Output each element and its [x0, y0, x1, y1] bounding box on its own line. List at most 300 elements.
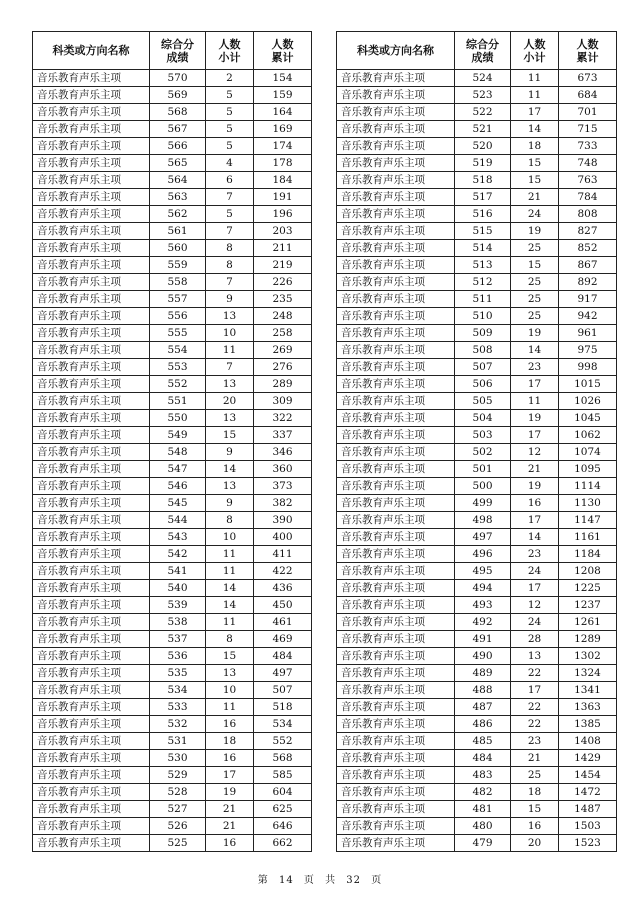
cell-category: 音乐教育声乐主项 — [33, 121, 150, 138]
table-row — [33, 461, 312, 478]
cell-score: 496 — [455, 546, 511, 563]
cell-cumulative: 646 — [254, 818, 312, 835]
cell-score: 504 — [455, 410, 511, 427]
table-row — [337, 138, 617, 155]
cell-category: 音乐教育声乐主项 — [337, 801, 455, 818]
table-row — [337, 189, 617, 206]
cell-cumulative: 684 — [559, 87, 617, 104]
cell-cumulative: 1225 — [559, 580, 617, 597]
cell-category: 音乐教育声乐主项 — [337, 410, 455, 427]
cell-score: 563 — [150, 189, 206, 206]
cell-count: 17 — [206, 767, 254, 784]
cell-count: 13 — [206, 478, 254, 495]
cell-category: 音乐教育声乐主项 — [33, 478, 150, 495]
cell-count: 17 — [511, 512, 559, 529]
table-row — [33, 529, 312, 546]
table-row — [337, 478, 617, 495]
cell-cumulative: 1472 — [559, 784, 617, 801]
cell-count: 16 — [206, 716, 254, 733]
cell-score: 511 — [455, 291, 511, 308]
cell-cumulative: 309 — [254, 393, 312, 410]
cell-count: 24 — [511, 206, 559, 223]
cell-count: 5 — [206, 206, 254, 223]
cell-category: 音乐教育声乐主项 — [33, 801, 150, 818]
table-row — [33, 495, 312, 512]
cell-count: 13 — [206, 410, 254, 427]
cell-count: 10 — [206, 529, 254, 546]
cell-score: 523 — [455, 87, 511, 104]
cell-cumulative: 1184 — [559, 546, 617, 563]
cell-cumulative: 164 — [254, 104, 312, 121]
cell-count: 15 — [206, 648, 254, 665]
cell-cumulative: 585 — [254, 767, 312, 784]
table-row — [33, 682, 312, 699]
cell-cumulative: 411 — [254, 546, 312, 563]
cell-score: 553 — [150, 359, 206, 376]
table-row — [337, 512, 617, 529]
cell-cumulative: 248 — [254, 308, 312, 325]
cell-count: 4 — [206, 155, 254, 172]
cell-count: 12 — [511, 444, 559, 461]
cell-category: 音乐教育声乐主项 — [337, 682, 455, 699]
table-row — [337, 495, 617, 512]
cell-category: 音乐教育声乐主项 — [33, 257, 150, 274]
cell-cumulative: 337 — [254, 427, 312, 444]
table-row — [337, 155, 617, 172]
table-row — [33, 206, 312, 223]
cell-score: 500 — [455, 478, 511, 495]
cell-score: 538 — [150, 614, 206, 631]
cell-count: 15 — [511, 801, 559, 818]
table-row — [337, 223, 617, 240]
cell-cumulative: 497 — [254, 665, 312, 682]
cell-count: 15 — [511, 172, 559, 189]
cell-cumulative: 1408 — [559, 733, 617, 750]
cell-count: 8 — [206, 257, 254, 274]
cell-score: 532 — [150, 716, 206, 733]
footer-suffix: 页 — [371, 875, 383, 886]
cell-score: 488 — [455, 682, 511, 699]
cell-score: 548 — [150, 444, 206, 461]
table-row — [337, 699, 617, 716]
cell-category: 音乐教育声乐主项 — [337, 87, 455, 104]
table-row — [33, 546, 312, 563]
cell-cumulative: 534 — [254, 716, 312, 733]
table-row — [33, 631, 312, 648]
table-row — [33, 580, 312, 597]
cell-cumulative: 484 — [254, 648, 312, 665]
cell-cumulative: 196 — [254, 206, 312, 223]
cell-category: 音乐教育声乐主项 — [33, 359, 150, 376]
table-row — [33, 784, 312, 801]
cell-count: 14 — [511, 121, 559, 138]
cell-cumulative: 360 — [254, 461, 312, 478]
table-header-row — [337, 32, 617, 70]
cell-count: 8 — [206, 240, 254, 257]
cell-category: 音乐教育声乐主项 — [33, 495, 150, 512]
cell-count: 21 — [206, 818, 254, 835]
cell-count: 25 — [511, 767, 559, 784]
cell-category: 音乐教育声乐主项 — [337, 767, 455, 784]
cell-cumulative: 1487 — [559, 801, 617, 818]
cell-score: 498 — [455, 512, 511, 529]
cell-score: 494 — [455, 580, 511, 597]
cell-cumulative: 390 — [254, 512, 312, 529]
cell-category: 音乐教育声乐主项 — [337, 835, 455, 852]
cell-cumulative: 1237 — [559, 597, 617, 614]
cell-count: 13 — [511, 648, 559, 665]
cell-cumulative: 701 — [559, 104, 617, 121]
table-row — [337, 70, 617, 87]
cell-cumulative: 1208 — [559, 563, 617, 580]
table-row — [337, 461, 617, 478]
cell-cumulative: 469 — [254, 631, 312, 648]
cell-count: 12 — [511, 597, 559, 614]
table-row — [337, 563, 617, 580]
cell-cumulative: 235 — [254, 291, 312, 308]
cell-cumulative: 436 — [254, 580, 312, 597]
cell-count: 22 — [511, 665, 559, 682]
cell-cumulative: 1045 — [559, 410, 617, 427]
cell-score: 516 — [455, 206, 511, 223]
cell-score: 554 — [150, 342, 206, 359]
cell-count: 9 — [206, 495, 254, 512]
table-row — [337, 257, 617, 274]
cell-cumulative: 867 — [559, 257, 617, 274]
cell-score: 489 — [455, 665, 511, 682]
cell-count: 28 — [511, 631, 559, 648]
cell-count: 15 — [511, 155, 559, 172]
cell-category: 音乐教育声乐主项 — [337, 376, 455, 393]
cell-cumulative: 1289 — [559, 631, 617, 648]
footer-mid2: 共 — [325, 875, 337, 886]
cell-score: 567 — [150, 121, 206, 138]
cell-category: 音乐教育声乐主项 — [337, 512, 455, 529]
cell-count: 2 — [206, 70, 254, 87]
cell-count: 14 — [206, 461, 254, 478]
table-row — [337, 393, 617, 410]
cell-cumulative: 1385 — [559, 716, 617, 733]
cell-category: 音乐教育声乐主项 — [33, 427, 150, 444]
cell-score: 533 — [150, 699, 206, 716]
cell-cumulative: 1503 — [559, 818, 617, 835]
cell-category: 音乐教育声乐主项 — [33, 410, 150, 427]
cell-score: 561 — [150, 223, 206, 240]
cell-score: 535 — [150, 665, 206, 682]
cell-score: 557 — [150, 291, 206, 308]
cell-count: 11 — [206, 699, 254, 716]
cell-cumulative: 178 — [254, 155, 312, 172]
table-body-left — [33, 70, 312, 852]
table-row — [337, 444, 617, 461]
cell-cumulative: 450 — [254, 597, 312, 614]
cell-category: 音乐教育声乐主项 — [33, 393, 150, 410]
cell-score: 546 — [150, 478, 206, 495]
cell-category: 音乐教育声乐主项 — [33, 682, 150, 699]
cell-cumulative: 1074 — [559, 444, 617, 461]
table-row — [337, 274, 617, 291]
cell-count: 21 — [511, 461, 559, 478]
cell-category: 音乐教育声乐主项 — [337, 546, 455, 563]
cell-category: 音乐教育声乐主项 — [33, 155, 150, 172]
table-row — [33, 665, 312, 682]
cell-cumulative: 269 — [254, 342, 312, 359]
table-row — [337, 767, 617, 784]
table-row — [33, 393, 312, 410]
table-row — [33, 70, 312, 87]
cell-cumulative: 827 — [559, 223, 617, 240]
table-row — [33, 223, 312, 240]
table-row — [337, 801, 617, 818]
cell-cumulative: 382 — [254, 495, 312, 512]
table-row — [337, 716, 617, 733]
cell-category: 音乐教育声乐主项 — [33, 648, 150, 665]
cell-score: 520 — [455, 138, 511, 155]
cell-count: 23 — [511, 359, 559, 376]
cell-category: 音乐教育声乐主项 — [33, 733, 150, 750]
cell-count: 17 — [511, 376, 559, 393]
cell-count: 14 — [206, 597, 254, 614]
cell-category: 音乐教育声乐主项 — [33, 461, 150, 478]
cell-count: 6 — [206, 172, 254, 189]
cell-score: 543 — [150, 529, 206, 546]
cell-category: 音乐教育声乐主项 — [337, 716, 455, 733]
cell-count: 19 — [511, 410, 559, 427]
cell-score: 526 — [150, 818, 206, 835]
cell-cumulative: 1261 — [559, 614, 617, 631]
cell-category: 音乐教育声乐主项 — [33, 784, 150, 801]
cell-score: 522 — [455, 104, 511, 121]
cell-count: 17 — [511, 104, 559, 121]
cell-cumulative: 852 — [559, 240, 617, 257]
cell-category: 音乐教育声乐主项 — [337, 359, 455, 376]
cell-cumulative: 1161 — [559, 529, 617, 546]
table-row — [33, 359, 312, 376]
cell-count: 23 — [511, 546, 559, 563]
cell-count: 17 — [511, 427, 559, 444]
table-row — [337, 682, 617, 699]
table-row — [337, 325, 617, 342]
table-row — [337, 342, 617, 359]
cell-count: 5 — [206, 138, 254, 155]
cell-category: 音乐教育声乐主项 — [33, 104, 150, 121]
cell-count: 22 — [511, 716, 559, 733]
cell-score: 509 — [455, 325, 511, 342]
cell-category: 音乐教育声乐主项 — [33, 274, 150, 291]
cell-count: 5 — [206, 121, 254, 138]
cell-score: 564 — [150, 172, 206, 189]
table-row — [33, 699, 312, 716]
cell-count: 16 — [206, 750, 254, 767]
cell-cumulative: 1026 — [559, 393, 617, 410]
cell-category: 音乐教育声乐主项 — [33, 223, 150, 240]
header-score: 综合分 成绩 — [455, 32, 511, 70]
cell-category: 音乐教育声乐主项 — [33, 529, 150, 546]
cell-cumulative: 1324 — [559, 665, 617, 682]
cell-category: 音乐教育声乐主项 — [33, 716, 150, 733]
cell-count: 14 — [206, 580, 254, 597]
cell-cumulative: 1454 — [559, 767, 617, 784]
cell-count: 11 — [511, 70, 559, 87]
cell-cumulative: 733 — [559, 138, 617, 155]
cell-score: 536 — [150, 648, 206, 665]
table-row — [337, 291, 617, 308]
cell-count: 5 — [206, 104, 254, 121]
table-row — [337, 376, 617, 393]
cell-cumulative: 1523 — [559, 835, 617, 852]
cell-category: 音乐教育声乐主项 — [33, 206, 150, 223]
header-cumulative: 人数 累计 — [559, 32, 617, 70]
cell-cumulative: 422 — [254, 563, 312, 580]
table-row — [33, 138, 312, 155]
cell-count: 20 — [511, 835, 559, 852]
cell-score: 525 — [150, 835, 206, 852]
table-row — [337, 733, 617, 750]
cell-score: 501 — [455, 461, 511, 478]
cell-count: 13 — [206, 308, 254, 325]
cell-category: 音乐教育声乐主项 — [337, 733, 455, 750]
cell-score: 552 — [150, 376, 206, 393]
cell-count: 19 — [511, 325, 559, 342]
cell-count: 25 — [511, 291, 559, 308]
cell-category: 音乐教育声乐主项 — [33, 342, 150, 359]
cell-category: 音乐教育声乐主项 — [33, 631, 150, 648]
cell-count: 14 — [511, 529, 559, 546]
table-row — [337, 427, 617, 444]
table-row — [337, 308, 617, 325]
header-cumulative: 人数 累计 — [254, 32, 312, 70]
cell-count: 21 — [511, 750, 559, 767]
cell-category: 音乐教育声乐主项 — [337, 240, 455, 257]
cell-score: 558 — [150, 274, 206, 291]
cell-category: 音乐教育声乐主项 — [33, 597, 150, 614]
footer-mid1: 页 — [303, 875, 315, 886]
table-row — [33, 410, 312, 427]
cell-score: 484 — [455, 750, 511, 767]
cell-count: 9 — [206, 291, 254, 308]
table-row — [33, 257, 312, 274]
cell-cumulative: 211 — [254, 240, 312, 257]
cell-score: 480 — [455, 818, 511, 835]
cell-category: 音乐教育声乐主项 — [33, 546, 150, 563]
cell-count: 7 — [206, 274, 254, 291]
cell-count: 9 — [206, 444, 254, 461]
cell-category: 音乐教育声乐主项 — [337, 699, 455, 716]
cell-score: 502 — [455, 444, 511, 461]
cell-count: 8 — [206, 631, 254, 648]
cell-score: 492 — [455, 614, 511, 631]
cell-score: 512 — [455, 274, 511, 291]
cell-cumulative: 461 — [254, 614, 312, 631]
cell-score: 531 — [150, 733, 206, 750]
cell-cumulative: 1147 — [559, 512, 617, 529]
cell-score: 549 — [150, 427, 206, 444]
cell-category: 音乐教育声乐主项 — [337, 461, 455, 478]
cell-count: 22 — [511, 699, 559, 716]
cell-category: 音乐教育声乐主项 — [337, 648, 455, 665]
table-row — [33, 308, 312, 325]
cell-score: 515 — [455, 223, 511, 240]
cell-cumulative: 154 — [254, 70, 312, 87]
cell-category: 音乐教育声乐主项 — [337, 121, 455, 138]
table-row — [337, 648, 617, 665]
cell-count: 7 — [206, 359, 254, 376]
cell-cumulative: 1302 — [559, 648, 617, 665]
cell-cumulative: 289 — [254, 376, 312, 393]
cell-count: 10 — [206, 682, 254, 699]
cell-cumulative: 998 — [559, 359, 617, 376]
cell-score: 482 — [455, 784, 511, 801]
cell-category: 音乐教育声乐主项 — [337, 631, 455, 648]
table-row — [337, 665, 617, 682]
cell-score: 517 — [455, 189, 511, 206]
table-row — [33, 801, 312, 818]
cell-count: 7 — [206, 189, 254, 206]
cell-count: 11 — [206, 546, 254, 563]
cell-cumulative: 174 — [254, 138, 312, 155]
cell-count: 11 — [511, 393, 559, 410]
page-footer — [0, 871, 640, 886]
table-row — [33, 376, 312, 393]
cell-score: 483 — [455, 767, 511, 784]
cell-cumulative: 203 — [254, 223, 312, 240]
cell-count: 15 — [511, 257, 559, 274]
cell-category: 音乐教育声乐主项 — [33, 767, 150, 784]
cell-category: 音乐教育声乐主项 — [33, 512, 150, 529]
cell-score: 503 — [455, 427, 511, 444]
cell-category: 音乐教育声乐主项 — [337, 495, 455, 512]
cell-category: 音乐教育声乐主项 — [33, 699, 150, 716]
cell-count: 16 — [511, 495, 559, 512]
cell-score: 541 — [150, 563, 206, 580]
cell-count: 17 — [511, 682, 559, 699]
cell-category: 音乐教育声乐主项 — [33, 70, 150, 87]
cell-score: 551 — [150, 393, 206, 410]
table-row — [33, 87, 312, 104]
table-row — [33, 733, 312, 750]
cell-cumulative: 219 — [254, 257, 312, 274]
table-row — [33, 563, 312, 580]
score-tables — [32, 31, 616, 865]
cell-count: 18 — [206, 733, 254, 750]
cell-category: 音乐教育声乐主项 — [337, 138, 455, 155]
cell-count: 25 — [511, 308, 559, 325]
cell-count: 24 — [511, 614, 559, 631]
cell-cumulative: 159 — [254, 87, 312, 104]
table-row — [33, 155, 312, 172]
cell-cumulative: 763 — [559, 172, 617, 189]
cell-score: 568 — [150, 104, 206, 121]
cell-score: 550 — [150, 410, 206, 427]
cell-score: 519 — [455, 155, 511, 172]
cell-cumulative: 784 — [559, 189, 617, 206]
cell-count: 23 — [511, 733, 559, 750]
cell-category: 音乐教育声乐主项 — [33, 308, 150, 325]
cell-category: 音乐教育声乐主项 — [33, 240, 150, 257]
cell-cumulative: 892 — [559, 274, 617, 291]
cell-category: 音乐教育声乐主项 — [33, 818, 150, 835]
table-row — [337, 172, 617, 189]
cell-category: 音乐教育声乐主项 — [337, 580, 455, 597]
table-row — [337, 240, 617, 257]
cell-count: 17 — [511, 580, 559, 597]
cell-cumulative: 400 — [254, 529, 312, 546]
cell-category: 音乐教育声乐主项 — [337, 818, 455, 835]
cell-cumulative: 373 — [254, 478, 312, 495]
table-row — [337, 121, 617, 138]
cell-score: 493 — [455, 597, 511, 614]
cell-count: 14 — [511, 342, 559, 359]
